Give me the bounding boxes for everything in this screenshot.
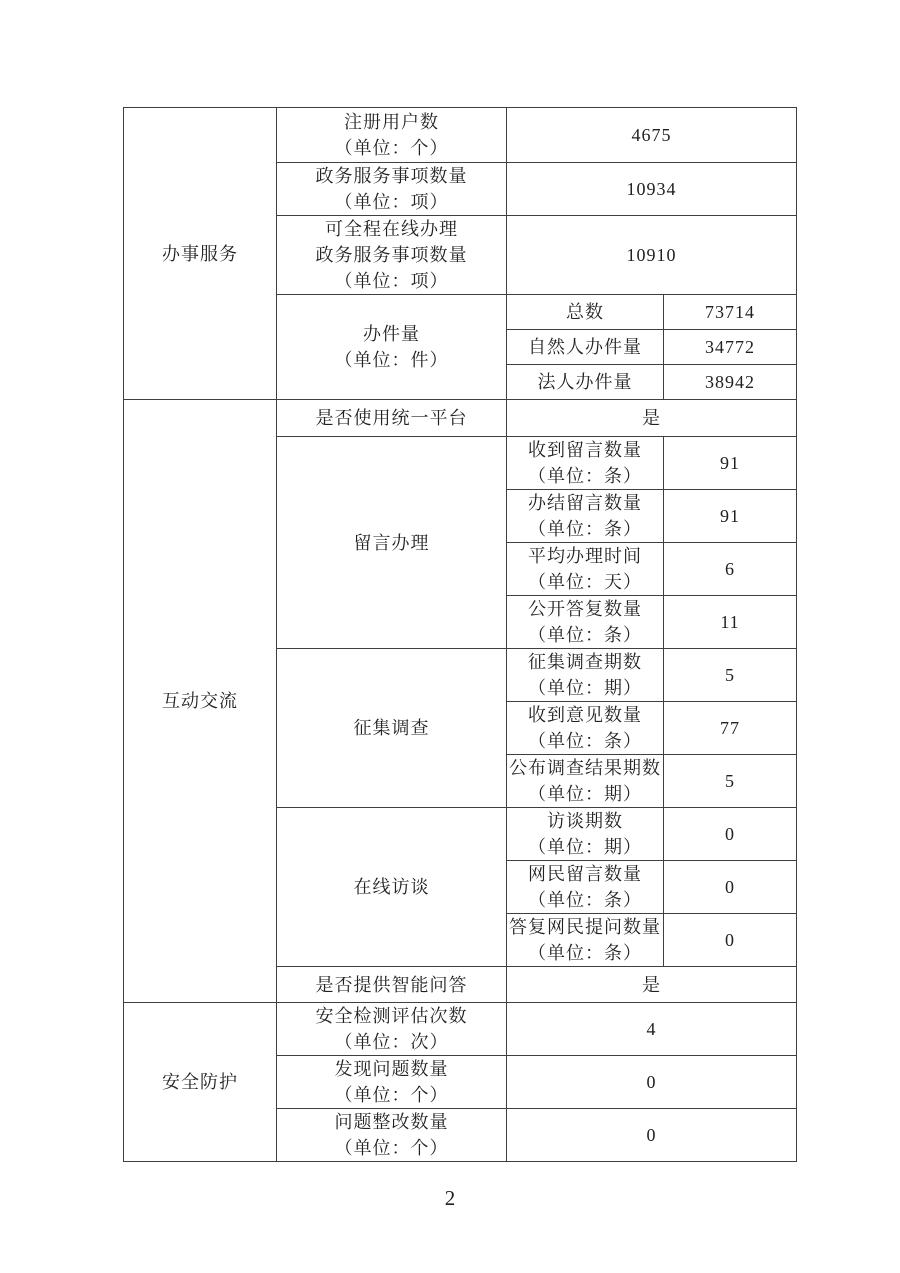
value-cell-problems-rectified: 0 [507, 1109, 797, 1162]
table-row [124, 400, 797, 437]
value-cell-smart-qa: 是 [507, 967, 797, 1003]
value-cell-avg-handling-time: 6 [664, 543, 797, 596]
value-cell-security-assessments: 4 [507, 1003, 797, 1056]
value-cell-interview-periods: 0 [664, 808, 797, 861]
label-line: 公布调查结果期数 [509, 758, 661, 778]
label-line: 收到意见数量 [528, 705, 642, 725]
value-cell-service-items: 10934 [507, 163, 797, 216]
sub-label-cell-total: 总数 [507, 295, 664, 330]
label-line: 答复网民提问数量 [509, 917, 661, 937]
value-cell-netizen-replies: 0 [664, 914, 797, 967]
label-cell-smart-qa: 是否提供智能问答 [277, 967, 507, 1003]
label-line: 公开答复数量 [528, 599, 642, 619]
unit-line: （单位：条） [528, 731, 642, 751]
sub-label-cell-legal-person: 法人办件量 [507, 365, 664, 400]
value-cell-messages-received: 91 [664, 437, 797, 490]
label-line: 发现问题数量 [334, 1059, 449, 1079]
label-line: 办结留言数量 [528, 493, 642, 513]
table-row [124, 108, 797, 163]
label-cell-security-assessments [277, 1003, 507, 1056]
sub-label-cell-survey-periods [507, 649, 664, 702]
table-row [124, 1003, 797, 1056]
group-label: 互动交流 [162, 691, 238, 711]
group-cell-security [124, 1003, 277, 1162]
value-cell-opinions-received: 77 [664, 702, 797, 755]
unit-line: （单位：件） [334, 350, 449, 370]
sub-label-cell-messages-completed [507, 490, 664, 543]
sub-label-cell-netizen-replies [507, 914, 664, 967]
unit-line: （单位：期） [528, 678, 642, 698]
unit-line: （单位：条） [528, 625, 642, 645]
group-label: 办事服务 [162, 243, 238, 264]
label-line: 平均办理时间 [528, 546, 642, 566]
unit-line: （单位：个） [334, 138, 449, 158]
label-cell-problems-found [277, 1056, 507, 1109]
group-cell-service [124, 108, 277, 400]
label-cell-online-service-items [277, 216, 507, 295]
label-cell-online-interviews: 在线访谈 [277, 808, 507, 967]
unit-line: （单位：条） [528, 943, 642, 963]
unit-line: （单位：条） [528, 466, 642, 486]
value-cell-messages-completed: 91 [664, 490, 797, 543]
value-cell-legal-person: 38942 [664, 365, 797, 400]
label-line: 政务服务事项数量 [315, 166, 468, 186]
label-line: 可全程在线办理 [325, 219, 458, 239]
value-cell-survey-periods: 5 [664, 649, 797, 702]
label-line: 注册用户数 [344, 112, 439, 132]
sub-label-cell-natural-person: 自然人办件量 [507, 330, 664, 365]
unit-line: （单位：条） [528, 890, 642, 910]
value-cell-natural-person: 34772 [664, 330, 797, 365]
report-table [123, 107, 797, 1162]
label-line: 办件量 [363, 324, 420, 344]
unit-line: （单位：项） [334, 271, 449, 291]
sub-label-cell-public-replies [507, 596, 664, 649]
unit-line: （单位：次） [334, 1032, 449, 1052]
value-cell-total: 73714 [664, 295, 797, 330]
value-cell-survey-results-published: 5 [664, 755, 797, 808]
page-number: 2 [444, 1186, 456, 1210]
label-cell-registered-users [277, 108, 507, 163]
value-cell-problems-found: 0 [507, 1056, 797, 1109]
sub-label-cell-opinions-received [507, 702, 664, 755]
value-cell-public-replies: 11 [664, 596, 797, 649]
value-cell-netizen-messages: 0 [664, 861, 797, 914]
sub-label-cell-survey-results-published [507, 755, 664, 808]
sub-label-cell-netizen-messages [507, 861, 664, 914]
value-cell-unified-platform: 是 [507, 400, 797, 437]
group-cell-interaction [124, 400, 277, 1003]
unit-line: （单位：条） [528, 519, 642, 539]
unit-line: （单位：期） [528, 837, 642, 857]
label-cell-problems-rectified [277, 1109, 507, 1162]
label-line: 安全检测评估次数 [315, 1006, 468, 1026]
value-cell-registered-users: 4675 [507, 108, 797, 163]
unit-line: （单位：个） [334, 1138, 449, 1158]
value-cell-online-service-items: 10910 [507, 216, 797, 295]
label-line: 收到留言数量 [528, 440, 642, 460]
unit-line: （单位：项） [334, 192, 449, 212]
label-line: 政务服务事项数量 [315, 245, 468, 265]
label-cell-surveys: 征集调查 [277, 649, 507, 808]
sub-label-cell-interview-periods [507, 808, 664, 861]
label-line: 问题整改数量 [334, 1112, 449, 1132]
sub-label-cell-messages-received [507, 437, 664, 490]
unit-line: （单位：期） [528, 784, 642, 804]
label-cell-cases-handled [277, 295, 507, 400]
label-cell-unified-platform: 是否使用统一平台 [277, 400, 507, 437]
unit-line: （单位：天） [528, 572, 642, 592]
group-label: 安全防护 [162, 1072, 238, 1092]
label-cell-message-handling: 留言办理 [277, 437, 507, 649]
sub-label-cell-avg-handling-time [507, 543, 664, 596]
label-line: 访谈期数 [547, 811, 623, 831]
label-cell-service-items [277, 163, 507, 216]
label-line: 网民留言数量 [528, 864, 642, 884]
label-line: 征集调查期数 [528, 652, 642, 672]
unit-line: （单位：个） [334, 1085, 449, 1105]
